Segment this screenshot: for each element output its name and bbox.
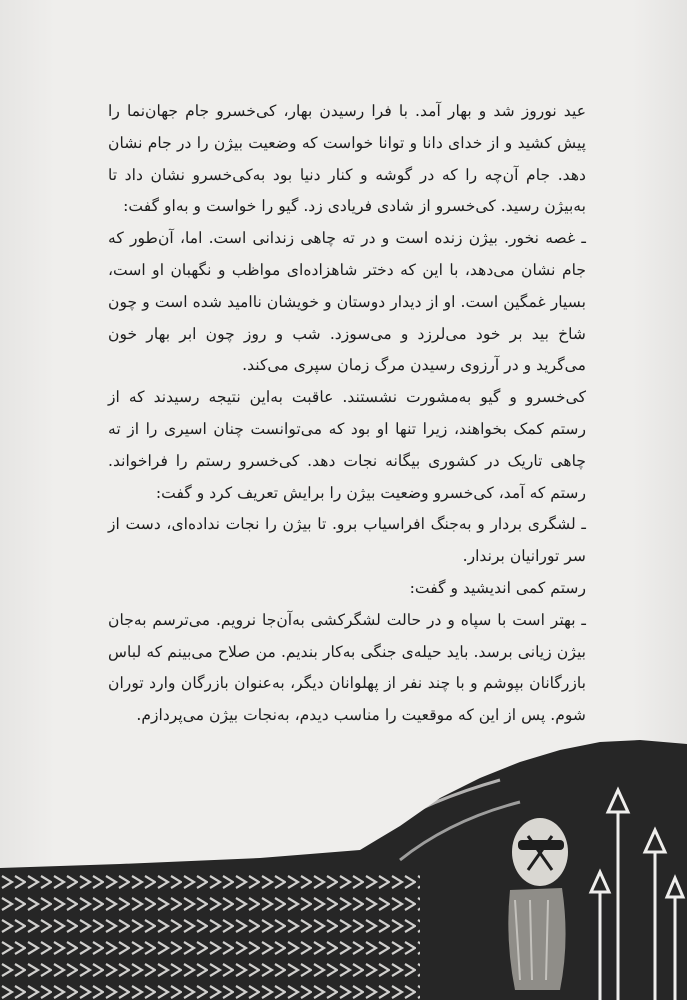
paragraph-2: ـ غصه نخور. بیژن زنده است و در ته چاهی زندانی است. اما، آن‌طور که جام نشان می‌دهد، با این که دختر شاهزاده‌ای مواظب و نگهبان او است، بسیار غمگین است. او از دیدار دوستان و خویشان ناامید شده است و چون شاخ بید بر خود می‌لرزد و می‌سوزد. شب و روز چون ابر بهار خون می‌گرید و در آرزوی رسیدن مرگ زمان سپری می‌کند. <box>108 229 586 375</box>
story-text <box>108 96 586 732</box>
figure-drawing <box>508 818 568 990</box>
print-illustration <box>0 740 687 1000</box>
paragraph-6: ـ بهتر است با سپاه و در حالت لشگرکشی به‌آن‌جا نرویم. می‌ترسم به‌جان بیژن زیانی برسد. باید حیله‌ی جنگی به‌کار بندیم. من صلاح می‌بینم که لباس بازرگانان بپوشم و با چند نفر از پهلوانان دیگر، به‌عنوان بازرگان وارد توران شوم. پس از این که موقعیت را مناسب دیدم، به‌نجات بیژن می‌پردازم. <box>108 610 586 725</box>
paragraph-4: ـ لشگری بردار و به‌جنگ افراسیاب برو. تا بیژن را نجات نداده‌ای، دست از سر تورانیان برندار. <box>108 515 586 566</box>
paragraph-1: عید نوروز شد و بهار آمد. با فرا رسیدن بهار، کی‌خسرو جام جهان‌نما را پیش کشید و از خدای دانا و توانا خواست که وضعیت بیژن را در جام نشان دهد. جام آن‌چه را که در گوشه و کنار دنیا بود به‌کی‌خسرو نشان داد تا به‌بیژن رسید. کی‌خسرو از شادی فریادی زد. گیو را خواست و به‌او گفت: <box>108 102 586 216</box>
paragraph-5: رستم کمی اندیشید و گفت: <box>409 578 586 597</box>
paragraph-3: کی‌خسرو و گیو به‌مشورت نشستند. عاقبت به‌این نتیجه رسیدند که از رستم کمک بخواهند، زیرا تنها او بود که می‌توانست چنان اسیری را از ته چاهی تاریک در کشوری بیگانه نجات دهد. کی‌خسرو رستم را فراخواند. رستم که آمد، کی‌خسرو وضعیت بیژن را برایش تعریف کرد و گفت: <box>108 388 586 502</box>
tread-marks <box>0 870 420 1000</box>
